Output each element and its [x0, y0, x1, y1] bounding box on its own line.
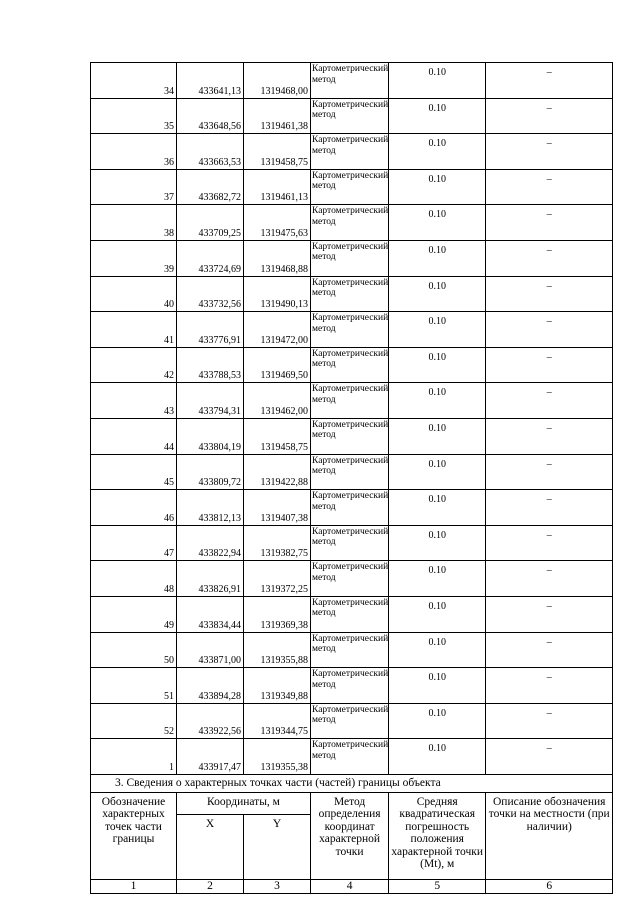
coordinates-table: [90, 62, 613, 894]
table-row: [91, 276, 613, 312]
coord-y: 1319355,88: [244, 632, 311, 668]
accuracy: 0.10: [389, 418, 486, 454]
method: Картометрический метод: [311, 63, 389, 99]
coord-y: 1319344,75: [244, 703, 311, 739]
accuracy: 0.10: [389, 490, 486, 526]
description: –: [486, 63, 613, 99]
method: Картометрический метод: [311, 383, 389, 419]
coord-y: 1319372,25: [244, 561, 311, 597]
coord-x: 433648,56: [177, 98, 244, 134]
accuracy: 0.10: [389, 454, 486, 490]
accuracy: 0.10: [389, 312, 486, 348]
point-number: 42: [91, 347, 177, 383]
section-title: 3. Сведения о характерных точках части (частей) границы объекта: [91, 774, 613, 792]
coord-x: 433724,69: [177, 240, 244, 276]
table-row: [91, 490, 613, 526]
description: –: [486, 205, 613, 241]
point-number: 50: [91, 632, 177, 668]
description: –: [486, 312, 613, 348]
column-numbers-row: [91, 879, 613, 893]
description: –: [486, 596, 613, 632]
method: Картометрический метод: [311, 668, 389, 704]
header-x: X: [177, 814, 244, 879]
description: –: [486, 561, 613, 597]
coord-x: 433871,00: [177, 632, 244, 668]
coord-x: 433804,19: [177, 418, 244, 454]
table-row: [91, 668, 613, 704]
accuracy: 0.10: [389, 739, 486, 775]
coord-x: 433709,25: [177, 205, 244, 241]
method: Картометрический метод: [311, 418, 389, 454]
point-number: 34: [91, 63, 177, 99]
accuracy: 0.10: [389, 596, 486, 632]
accuracy: 0.10: [389, 383, 486, 419]
method: Картометрический метод: [311, 98, 389, 134]
point-number: 37: [91, 169, 177, 205]
column-number: 2: [177, 879, 244, 893]
coord-x: 433776,91: [177, 312, 244, 348]
point-number: 39: [91, 240, 177, 276]
coord-x: 433822,94: [177, 525, 244, 561]
column-number: 4: [311, 879, 389, 893]
table-row: [91, 134, 613, 170]
table-row: [91, 525, 613, 561]
method: Картометрический метод: [311, 561, 389, 597]
coord-y: 1319461,38: [244, 98, 311, 134]
point-number: 36: [91, 134, 177, 170]
description: –: [486, 347, 613, 383]
table-row: [91, 240, 613, 276]
method: Картометрический метод: [311, 739, 389, 775]
header-accuracy: Средняя квадратическая погрешность положения характерной точки (Mt), м: [389, 792, 486, 879]
header-row: [91, 792, 613, 814]
point-number: 35: [91, 98, 177, 134]
table-row: [91, 169, 613, 205]
coord-y: 1319475,63: [244, 205, 311, 241]
table-row: [91, 312, 613, 348]
method: Картометрический метод: [311, 632, 389, 668]
method: Картометрический метод: [311, 240, 389, 276]
column-number: 3: [244, 879, 311, 893]
table-row: [91, 632, 613, 668]
table-row: [91, 703, 613, 739]
column-number: 5: [389, 879, 486, 893]
coord-y: 1319468,88: [244, 240, 311, 276]
description: –: [486, 276, 613, 312]
point-number: 43: [91, 383, 177, 419]
description: –: [486, 98, 613, 134]
method: Картометрический метод: [311, 525, 389, 561]
header-point-designation: Обозначение характерных точек части границы: [91, 792, 177, 879]
accuracy: 0.10: [389, 632, 486, 668]
accuracy: 0.10: [389, 668, 486, 704]
method: Картометрический метод: [311, 276, 389, 312]
point-number: 1: [91, 739, 177, 775]
table-row: [91, 739, 613, 775]
table-row: [91, 98, 613, 134]
table-row: [91, 347, 613, 383]
coord-y: 1319461,13: [244, 169, 311, 205]
point-number: 44: [91, 418, 177, 454]
accuracy: 0.10: [389, 169, 486, 205]
coord-x: 433809,72: [177, 454, 244, 490]
point-number: 41: [91, 312, 177, 348]
coord-y: 1319458,75: [244, 134, 311, 170]
coord-x: 433794,31: [177, 383, 244, 419]
description: –: [486, 383, 613, 419]
accuracy: 0.10: [389, 561, 486, 597]
coord-y: 1319469,50: [244, 347, 311, 383]
method: Картометрический метод: [311, 134, 389, 170]
coord-x: 433732,56: [177, 276, 244, 312]
coord-y: 1319369,38: [244, 596, 311, 632]
section-row: [91, 774, 613, 792]
table-row: [91, 596, 613, 632]
coord-y: 1319472,00: [244, 312, 311, 348]
point-number: 48: [91, 561, 177, 597]
coord-y: 1319422,88: [244, 454, 311, 490]
coord-x: 433922,56: [177, 703, 244, 739]
point-number: 38: [91, 205, 177, 241]
point-number: 40: [91, 276, 177, 312]
table-row: [91, 383, 613, 419]
description: –: [486, 703, 613, 739]
accuracy: 0.10: [389, 347, 486, 383]
header-method: Метод определения координат характерной точки: [311, 792, 389, 879]
coord-x: 433834,44: [177, 596, 244, 632]
method: Картометрический метод: [311, 347, 389, 383]
coord-x: 433917,47: [177, 739, 244, 775]
coord-y: 1319462,00: [244, 383, 311, 419]
accuracy: 0.10: [389, 134, 486, 170]
description: –: [486, 134, 613, 170]
accuracy: 0.10: [389, 276, 486, 312]
coord-x: 433788,53: [177, 347, 244, 383]
table-row: [91, 63, 613, 99]
point-number: 49: [91, 596, 177, 632]
coord-x: 433826,91: [177, 561, 244, 597]
header-coordinates: Координаты, м: [177, 792, 311, 814]
coord-y: 1319490,13: [244, 276, 311, 312]
accuracy: 0.10: [389, 240, 486, 276]
column-number: 6: [486, 879, 613, 893]
accuracy: 0.10: [389, 703, 486, 739]
description: –: [486, 668, 613, 704]
coord-x: 433663,53: [177, 134, 244, 170]
coord-y: 1319349,88: [244, 668, 311, 704]
coord-y: 1319407,38: [244, 490, 311, 526]
accuracy: 0.10: [389, 98, 486, 134]
method: Картометрический метод: [311, 490, 389, 526]
coord-y: 1319458,75: [244, 418, 311, 454]
point-number: 51: [91, 668, 177, 704]
coord-y: 1319468,00: [244, 63, 311, 99]
column-number: 1: [91, 879, 177, 893]
header-description: Описание обозначения точки на местности (при наличии): [486, 792, 613, 879]
table-row: [91, 454, 613, 490]
table-row: [91, 561, 613, 597]
description: –: [486, 525, 613, 561]
description: –: [486, 739, 613, 775]
accuracy: 0.10: [389, 525, 486, 561]
table-body: [91, 63, 613, 775]
coord-y: 1319355,38: [244, 739, 311, 775]
coord-x: 433641,13: [177, 63, 244, 99]
description: –: [486, 632, 613, 668]
method: Картометрический метод: [311, 312, 389, 348]
coord-y: 1319382,75: [244, 525, 311, 561]
coord-x: 433894,28: [177, 668, 244, 704]
method: Картометрический метод: [311, 454, 389, 490]
method: Картометрический метод: [311, 703, 389, 739]
method: Картометрический метод: [311, 596, 389, 632]
point-number: 52: [91, 703, 177, 739]
point-number: 47: [91, 525, 177, 561]
description: –: [486, 490, 613, 526]
table-row: [91, 418, 613, 454]
method: Картометрический метод: [311, 169, 389, 205]
point-number: 46: [91, 490, 177, 526]
description: –: [486, 454, 613, 490]
accuracy: 0.10: [389, 63, 486, 99]
coord-x: 433812,13: [177, 490, 244, 526]
coord-x: 433682,72: [177, 169, 244, 205]
description: –: [486, 418, 613, 454]
point-number: 45: [91, 454, 177, 490]
description: –: [486, 240, 613, 276]
accuracy: 0.10: [389, 205, 486, 241]
method: Картометрический метод: [311, 205, 389, 241]
table-row: [91, 205, 613, 241]
header-y: Y: [244, 814, 311, 879]
description: –: [486, 169, 613, 205]
